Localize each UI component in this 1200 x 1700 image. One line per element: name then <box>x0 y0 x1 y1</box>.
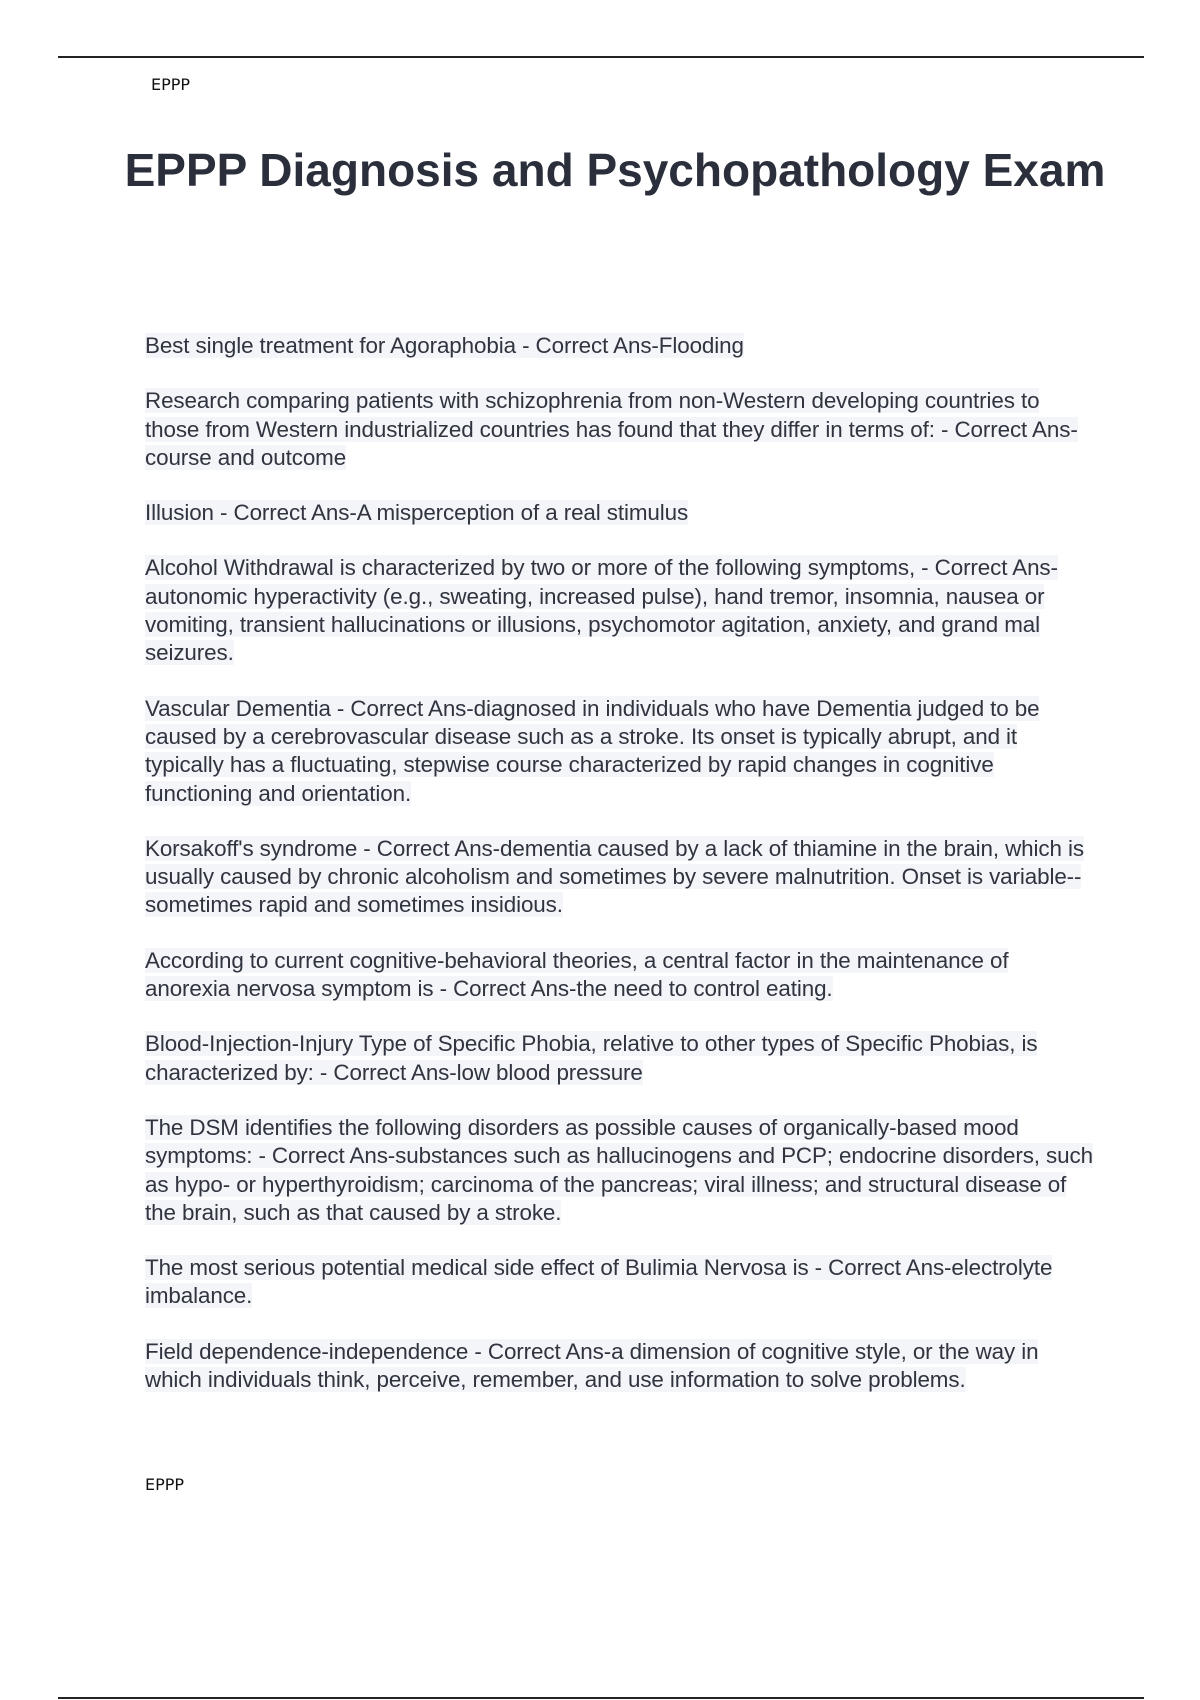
qa-text-7: According to current cognitive-behavioral theories, a central factor in the maintenance of anorexia nervosa symptom is - Correct Ans-the need to control eating. <box>145 947 1009 1002</box>
qa-item-4 <box>145 554 1095 667</box>
footer-label: EPPP <box>145 1475 185 1494</box>
qa-item-1 <box>145 332 1095 360</box>
qa-text-8: Blood-Injection-Injury Type of Specific Phobia, relative to other types of Specific Phobias, is characterized by: - Correct Ans-low blood pressure <box>145 1031 1038 1085</box>
qa-text-1: Best single treatment for Agoraphobia - Correct Ans-Flooding <box>145 333 744 358</box>
qa-item-2 <box>145 387 1095 472</box>
qa-item-6 <box>145 835 1095 920</box>
qa-list <box>145 332 1095 1421</box>
qa-item-8 <box>145 1030 1095 1087</box>
qa-item-5 <box>145 695 1095 808</box>
qa-text-5: Vascular Dementia - Correct Ans-diagnosed in individuals who have Dementia judged to be caused by a cerebrovascular disease such as a stroke. Its onset is typically abrupt, and it typically has a fluctuating, stepwise course characterized by rapid changes in cognitive functioning and orientation. <box>145 695 1040 806</box>
header-label: EPPP <box>151 75 191 94</box>
qa-item-3 <box>145 499 1095 527</box>
qa-text-4: Alcohol Withdrawal is characterized by two or more of the following symptoms, - Correct Ans-autonomic hyperactivity (e.g., sweating, increased pulse), hand tremor, insomnia, nausea or vomiting, transient hallucinations or illusions, psychomotor agitation, anxiety, and grand mal seizures. <box>145 555 1058 666</box>
qa-item-9 <box>145 1114 1095 1227</box>
qa-text-10: The most serious potential medical side effect of Bulimia Nervosa is - Correct Ans-electrolyte imbalance. <box>145 1255 1053 1309</box>
top-rule <box>58 56 1144 58</box>
qa-text-11: Field dependence-independence - Correct Ans-a dimension of cognitive style, or the way in which individuals think, perceive, remember, and use information to solve problems. <box>145 1338 1039 1393</box>
page-title: EPPP Diagnosis and Psychopathology Exam <box>124 144 1106 196</box>
qa-text-6: Korsakoff's syndrome - Correct Ans-dementia caused by a lack of thiamine in the brain, which is usually caused by chronic alcoholism and sometimes by severe malnutrition. Onset is variable--sometimes rapid and sometimes insidious. <box>145 835 1084 918</box>
qa-item-7 <box>145 947 1095 1004</box>
bottom-rule <box>58 1697 1144 1699</box>
qa-text-2: Research comparing patients with schizophrenia from non-Western developing countries to those from Western industrialized countries has found that they differ in terms of: - Correct Ans-course and outcome <box>145 388 1078 470</box>
qa-text-3: Illusion - Correct Ans-A misperception of a real stimulus <box>145 500 689 526</box>
qa-item-11 <box>145 1338 1095 1395</box>
qa-text-9: The DSM identifies the following disorders as possible causes of organically-based mood symptoms: - Correct Ans-substances such as hallucinogens and PCP; endocrine disorders, such as hypo- or hyperthyroidism; carcinoma of the pancreas; viral illness; and structural disease of the brain, such as that caused by a stroke. <box>145 1114 1093 1225</box>
qa-item-10 <box>145 1254 1095 1311</box>
